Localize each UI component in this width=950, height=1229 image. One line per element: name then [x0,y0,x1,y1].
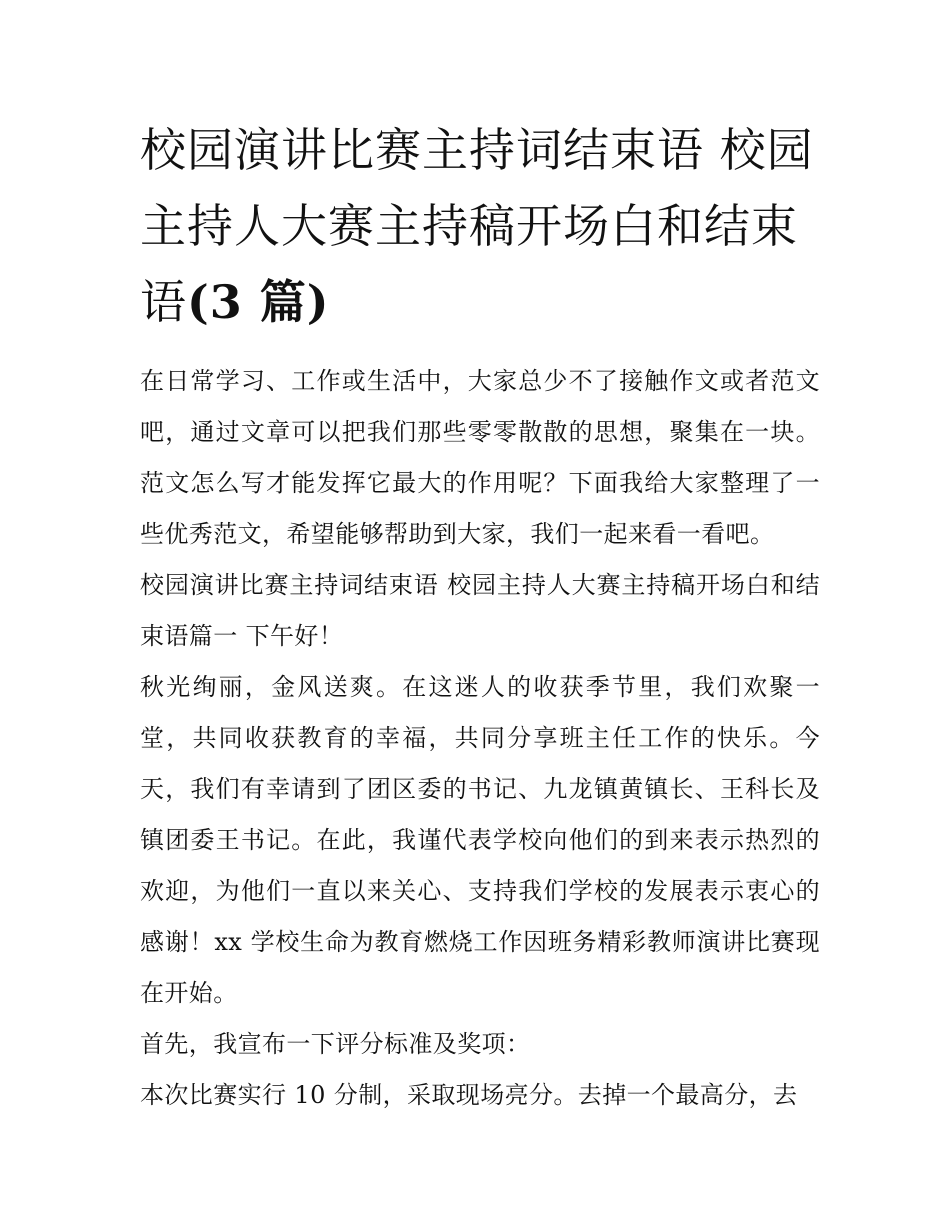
scoring-rules-paragraph: 本次比赛实行 10 分制，采取现场亮分。去掉一个最高分，去 [140,1081,798,1109]
document-page [140,112,820,1121]
document-title [140,112,820,340]
title-count-text: (3 篇) [187,275,330,329]
title-main-text: 校园演讲比赛主持词结束语 校园主持人大赛主持稿开场白和结束语 [140,123,814,329]
scoring-intro-paragraph: 首先，我宣布一下评分标准及奖项： [140,1030,531,1058]
section-heading-paragraph: 校园演讲比赛主持词结束语 校园主持人大赛主持稿开场白和结束语篇一 下午好！ [140,571,820,650]
welcome-paragraph: 秋光绚丽，金风送爽。在这迷人的收获季节里，我们欢聚一堂，共同收获教育的幸福，共同分享班主任工作的快乐。今天，我们有幸请到了团区委的书记、九龙镇黄镇长、王科长及镇团委王书记。在此，我谨代表学校向他们的到来表示热烈的欢迎，为他们一直以来关心、支持我们学校的发展表示衷心的感谢！xx 学校生命为教育燃烧工作因班务精彩教师演讲比赛现在开始。 [140,673,820,1007]
intro-paragraph: 在日常学习、工作或生活中，大家总少不了接触作文或者范文吧，通过文章可以把我们那些零零散散的思想，聚集在一块。范文怎么写才能发挥它最大的作用呢？下面我给大家整理了一些优秀范文，希望能够帮助到大家，我们一起来看一看吧。 [140,367,820,548]
